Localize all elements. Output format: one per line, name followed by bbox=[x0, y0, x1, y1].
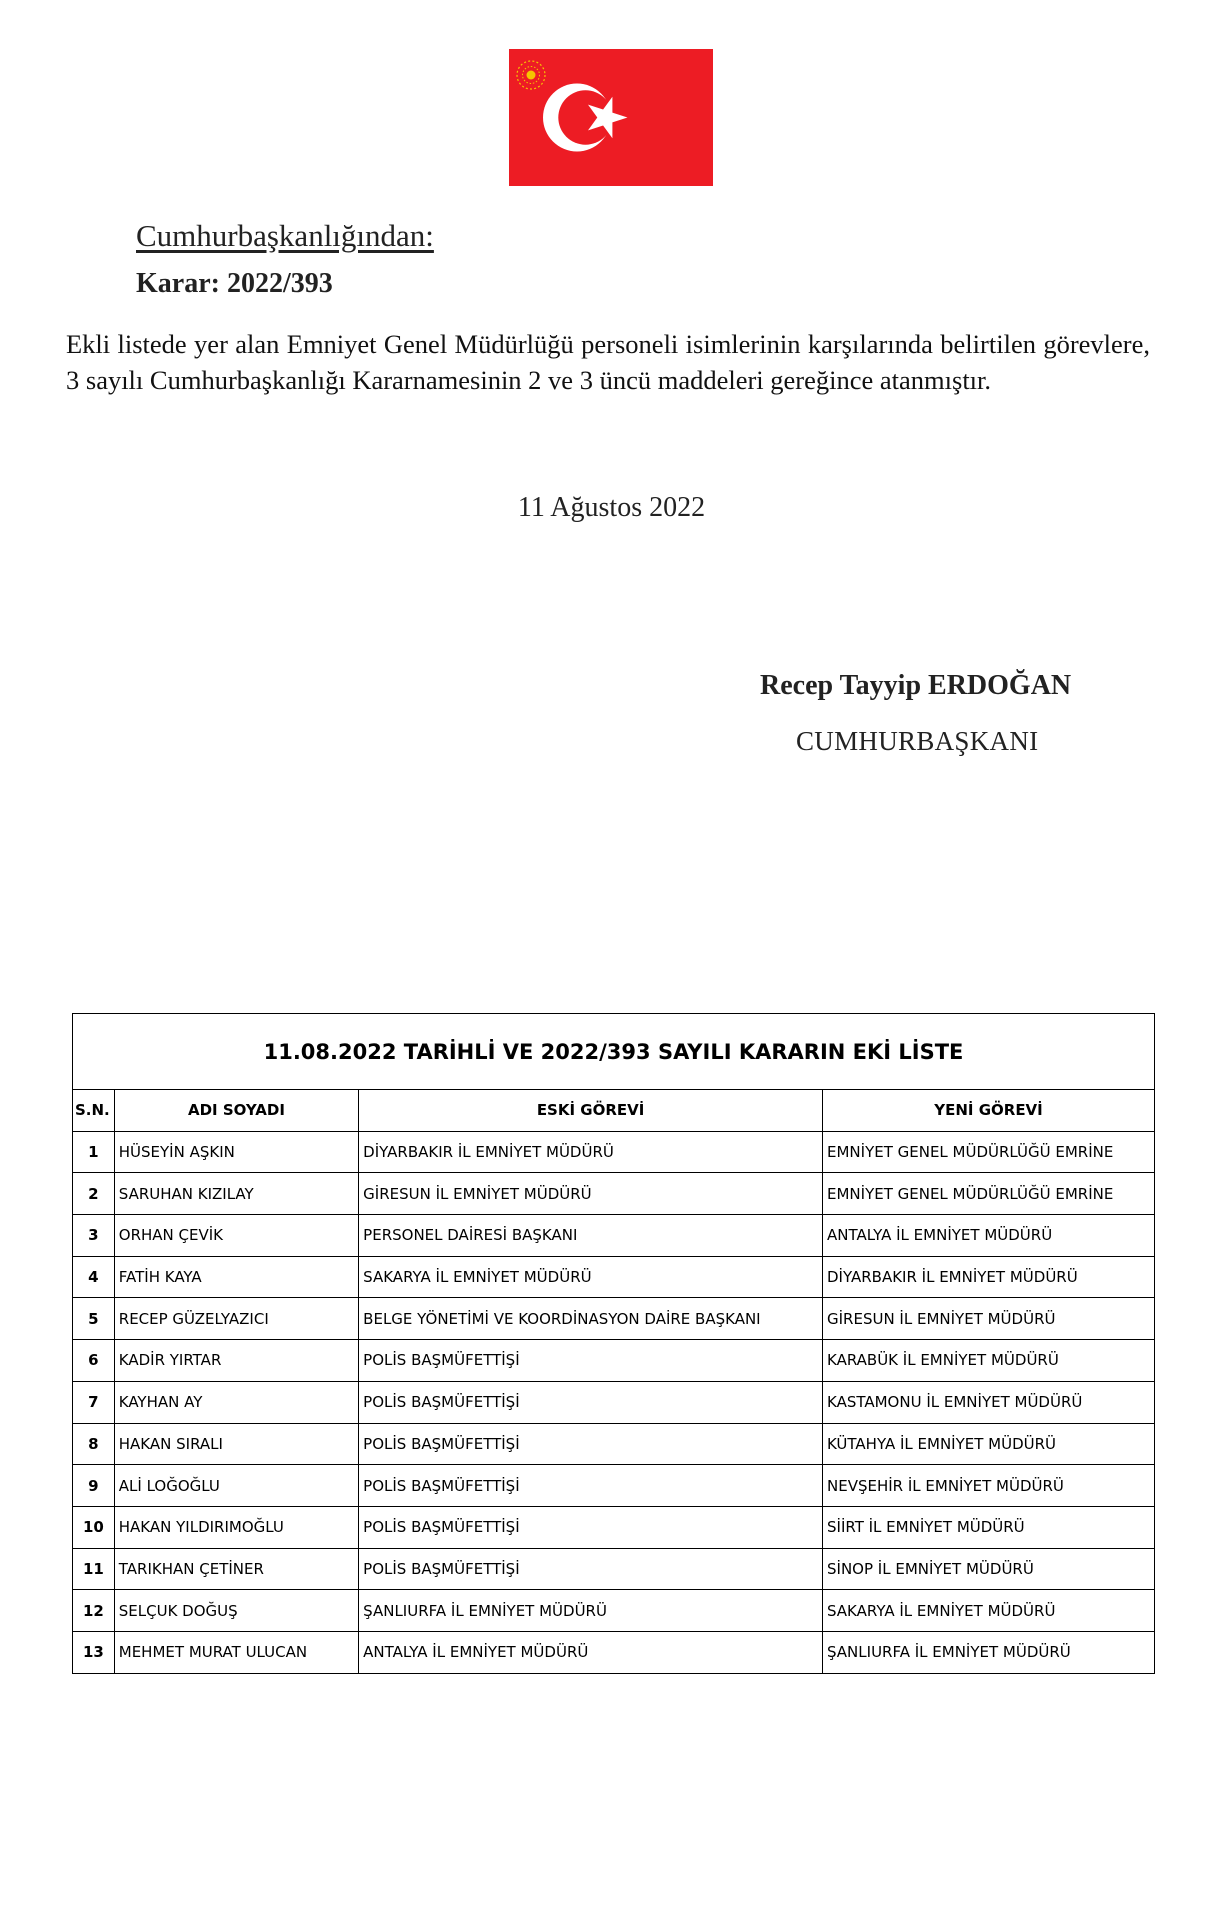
row-new-position: SİİRT İL EMNİYET MÜDÜRÜ bbox=[823, 1506, 1155, 1548]
row-old-position: SAKARYA İL EMNİYET MÜDÜRÜ bbox=[359, 1256, 823, 1298]
row-old-position: ANTALYA İL EMNİYET MÜDÜRÜ bbox=[359, 1631, 823, 1673]
row-name: ORHAN ÇEVİK bbox=[114, 1215, 358, 1257]
table-row bbox=[73, 1590, 1155, 1632]
row-old-position: POLİS BAŞMÜFETTİŞİ bbox=[359, 1340, 823, 1382]
row-new-position: ANTALYA İL EMNİYET MÜDÜRÜ bbox=[823, 1215, 1155, 1257]
row-number: 6 bbox=[73, 1340, 115, 1382]
row-new-position: EMNİYET GENEL MÜDÜRLÜĞÜ EMRİNE bbox=[823, 1173, 1155, 1215]
presidential-seal-icon bbox=[517, 61, 545, 89]
row-number: 3 bbox=[73, 1215, 115, 1257]
row-name: SARUHAN KIZILAY bbox=[114, 1173, 358, 1215]
row-old-position: POLİS BAŞMÜFETTİŞİ bbox=[359, 1381, 823, 1423]
row-number: 10 bbox=[73, 1506, 115, 1548]
row-new-position: EMNİYET GENEL MÜDÜRLÜĞÜ EMRİNE bbox=[823, 1131, 1155, 1173]
row-new-position: ŞANLIURFA İL EMNİYET MÜDÜRÜ bbox=[823, 1631, 1155, 1673]
table-row bbox=[73, 1506, 1155, 1548]
row-name: HAKAN YILDIRIMOĞLU bbox=[114, 1506, 358, 1548]
row-name: MEHMET MURAT ULUCAN bbox=[114, 1631, 358, 1673]
row-old-position: POLİS BAŞMÜFETTİŞİ bbox=[359, 1423, 823, 1465]
table-row bbox=[73, 1215, 1155, 1257]
row-old-position: GİRESUN İL EMNİYET MÜDÜRÜ bbox=[359, 1173, 823, 1215]
row-number: 5 bbox=[73, 1298, 115, 1340]
crescent-star-icon bbox=[509, 49, 713, 186]
table-row bbox=[73, 1340, 1155, 1382]
header-new-position: YENİ GÖREVİ bbox=[823, 1090, 1155, 1132]
row-name: KADİR YIRTAR bbox=[114, 1340, 358, 1382]
row-old-position: DİYARBAKIR İL EMNİYET MÜDÜRÜ bbox=[359, 1131, 823, 1173]
row-number: 2 bbox=[73, 1173, 115, 1215]
row-number: 4 bbox=[73, 1256, 115, 1298]
row-new-position: KARABÜK İL EMNİYET MÜDÜRÜ bbox=[823, 1340, 1155, 1382]
row-old-position: POLİS BAŞMÜFETTİŞİ bbox=[359, 1465, 823, 1507]
row-new-position: SİNOP İL EMNİYET MÜDÜRÜ bbox=[823, 1548, 1155, 1590]
row-old-position: ŞANLIURFA İL EMNİYET MÜDÜRÜ bbox=[359, 1590, 823, 1632]
decision-paragraph: Ekli listede yer alan Emniyet Genel Müdürlüğü personeli isimlerinin karşılarında belirtilen görevlere, 3 sayılı Cumhurbaşkanlığı Kararnamesinin 2 ve 3 üncü maddeleri gereğince atanmıştır. bbox=[66, 329, 1150, 395]
row-number: 11 bbox=[73, 1548, 115, 1590]
table-row bbox=[73, 1465, 1155, 1507]
row-name: TARIKHAN ÇETİNER bbox=[114, 1548, 358, 1590]
table-row bbox=[73, 1631, 1155, 1673]
row-number: 7 bbox=[73, 1381, 115, 1423]
table-row bbox=[73, 1381, 1155, 1423]
decision-date-text: 11 Ağustos 2022 bbox=[517, 492, 706, 523]
turkish-flag-icon bbox=[509, 49, 713, 186]
appointment-table bbox=[72, 1013, 1155, 1674]
row-number: 1 bbox=[73, 1131, 115, 1173]
table-caption-row bbox=[73, 1014, 1155, 1090]
row-number: 9 bbox=[73, 1465, 115, 1507]
row-new-position: KÜTAHYA İL EMNİYET MÜDÜRÜ bbox=[823, 1423, 1155, 1465]
signer-title: CUMHURBAŞKANI bbox=[796, 726, 1039, 756]
row-new-position: DİYARBAKIR İL EMNİYET MÜDÜRÜ bbox=[823, 1256, 1155, 1298]
row-name: ALİ LOĞOĞLU bbox=[114, 1465, 358, 1507]
signer-name: Recep Tayyip ERDOĞAN bbox=[760, 670, 1072, 701]
table-row bbox=[73, 1256, 1155, 1298]
row-number: 8 bbox=[73, 1423, 115, 1465]
row-new-position: SAKARYA İL EMNİYET MÜDÜRÜ bbox=[823, 1590, 1155, 1632]
row-old-position: POLİS BAŞMÜFETTİŞİ bbox=[359, 1506, 823, 1548]
row-name: RECEP GÜZELYAZICI bbox=[114, 1298, 358, 1340]
row-name: KAYHAN AY bbox=[114, 1381, 358, 1423]
row-name: SELÇUK DOĞUŞ bbox=[114, 1590, 358, 1632]
table-row bbox=[73, 1423, 1155, 1465]
row-number: 12 bbox=[73, 1590, 115, 1632]
row-name: FATİH KAYA bbox=[114, 1256, 358, 1298]
issuer-heading: Cumhurbaşkanlığından: bbox=[136, 218, 434, 253]
header-old-position: ESKİ GÖREVİ bbox=[359, 1090, 823, 1132]
row-old-position: BELGE YÖNETİMİ VE KOORDİNASYON DAİRE BAŞKANI bbox=[359, 1298, 823, 1340]
table-row bbox=[73, 1173, 1155, 1215]
header-sn: S.N. bbox=[73, 1090, 115, 1132]
table-row bbox=[73, 1298, 1155, 1340]
row-name: HÜSEYİN AŞKIN bbox=[114, 1131, 358, 1173]
row-number: 13 bbox=[73, 1631, 115, 1673]
row-old-position: POLİS BAŞMÜFETTİŞİ bbox=[359, 1548, 823, 1590]
table-header-row bbox=[73, 1090, 1155, 1132]
decision-number: Karar: 2022/393 bbox=[136, 268, 333, 299]
row-name: HAKAN SIRALI bbox=[114, 1423, 358, 1465]
row-old-position: PERSONEL DAİRESİ BAŞKANI bbox=[359, 1215, 823, 1257]
decision-date bbox=[0, 492, 1223, 524]
row-new-position: KASTAMONU İL EMNİYET MÜDÜRÜ bbox=[823, 1381, 1155, 1423]
table-caption: 11.08.2022 TARİHLİ VE 2022/393 SAYILI KARARIN EKİ LİSTE bbox=[73, 1014, 1155, 1090]
table-row bbox=[73, 1548, 1155, 1590]
table-row bbox=[73, 1131, 1155, 1173]
row-new-position: NEVŞEHİR İL EMNİYET MÜDÜRÜ bbox=[823, 1465, 1155, 1507]
row-new-position: GİRESUN İL EMNİYET MÜDÜRÜ bbox=[823, 1298, 1155, 1340]
header-name: ADI SOYADI bbox=[114, 1090, 358, 1132]
